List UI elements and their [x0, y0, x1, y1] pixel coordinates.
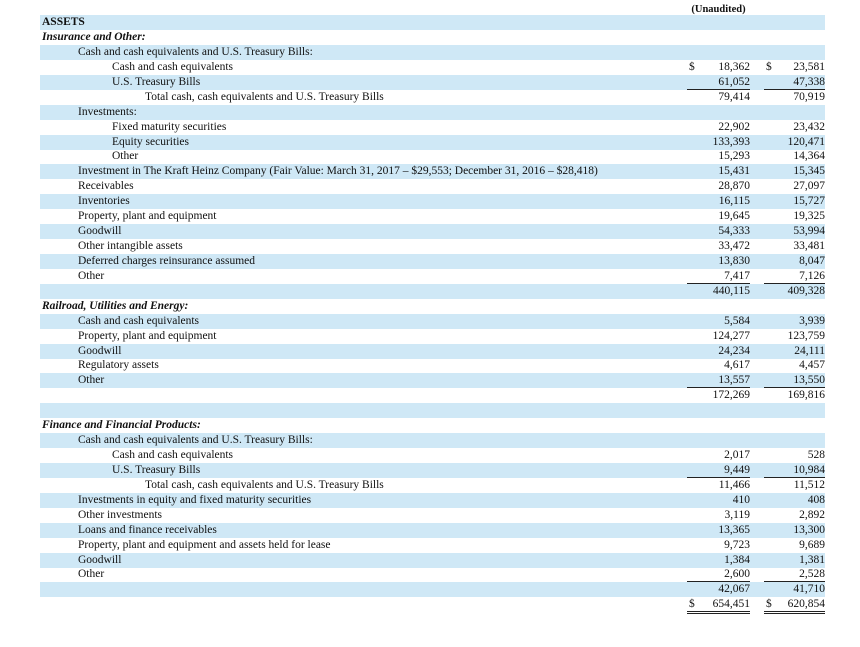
dollar-sign: $	[766, 60, 772, 73]
value-current: 33,472	[718, 240, 750, 253]
row-label: Investment in The Kraft Heinz Company (Fair Value: March 31, 2017 – $29,553; December 31, 2016 – $28,418)	[78, 165, 598, 178]
value-current: 2,017	[724, 449, 750, 462]
value-current: 172,269	[712, 389, 750, 402]
value-current: $ 18,362	[689, 60, 750, 73]
table-row	[40, 224, 825, 239]
value-prior: 23,432	[793, 120, 825, 133]
value-prior: 13,550	[764, 373, 825, 388]
value-prior: 4,457	[799, 359, 825, 372]
row-label: U.S. Treasury Bills	[112, 463, 201, 476]
row-label: Railroad, Utilities and Energy:	[42, 299, 189, 312]
row-label: Other	[78, 374, 105, 387]
value-current: 22,902	[718, 120, 750, 133]
row-label: Goodwill	[78, 553, 122, 566]
value-current: 440,115	[713, 284, 750, 297]
value-current: 1,384	[724, 553, 750, 566]
value-current: 28,870	[718, 180, 750, 193]
table-row	[40, 60, 825, 75]
table-row	[40, 344, 825, 359]
table-row	[40, 582, 825, 597]
value-prior: 13,300	[793, 523, 825, 536]
table-row	[40, 523, 825, 538]
table-row	[40, 149, 825, 164]
value-prior: $ 23,581	[766, 60, 825, 73]
value-prior: 19,325	[793, 210, 825, 223]
assets-title-row	[40, 15, 825, 30]
table-row	[40, 209, 825, 224]
value-current: 13,365	[718, 523, 750, 536]
row-label: Finance and Financial Products:	[42, 419, 201, 432]
dollar-sign: $	[689, 598, 695, 611]
value-current: 133,393	[712, 135, 750, 148]
row-label: Cash and cash equivalents and U.S. Treasury Bills:	[78, 45, 313, 58]
table-row	[40, 30, 825, 45]
value-prior: 2,892	[799, 508, 825, 521]
value-prior: 15,727	[793, 195, 825, 208]
row-label: Other investments	[78, 508, 162, 521]
value-prior: 41,710	[793, 583, 825, 596]
table-row	[40, 553, 825, 568]
table-row	[40, 135, 825, 150]
value-prior: 408	[807, 493, 825, 506]
row-label: U.S. Treasury Bills	[112, 75, 201, 88]
value-prior: 409,328	[787, 284, 825, 297]
table-row	[40, 388, 825, 403]
value-prior: 8,047	[799, 254, 825, 267]
value-current: 9,449	[687, 463, 750, 478]
value-prior: 123,759	[787, 329, 825, 342]
row-label: Property, plant and equipment	[78, 329, 217, 342]
table-row	[40, 194, 825, 209]
row-label: Investments:	[78, 105, 137, 118]
table-row	[40, 329, 825, 344]
value-prior: 10,984	[764, 463, 825, 478]
row-label: Regulatory assets	[78, 359, 159, 372]
value-prior: 47,338	[764, 75, 825, 90]
table-row	[40, 120, 825, 135]
table-row	[40, 314, 825, 329]
table-row	[40, 403, 825, 418]
row-label: Deferred charges reinsurance assumed	[78, 254, 255, 267]
table-row	[40, 463, 825, 478]
value-prior: 70,919	[793, 90, 825, 103]
row-label: Property, plant and equipment	[78, 210, 217, 223]
row-label: Equity securities	[112, 135, 189, 148]
value-prior: 120,471	[787, 135, 825, 148]
value-current: 11,466	[718, 478, 750, 491]
value-prior: 15,345	[793, 165, 825, 178]
table-row	[40, 567, 825, 582]
table-row	[40, 373, 825, 388]
value-prior: 24,111	[794, 344, 825, 357]
value-current: 7,417	[687, 269, 750, 284]
table-row	[40, 254, 825, 269]
unaudited-column-header: (Unaudited)	[687, 4, 750, 19]
table-row	[40, 433, 825, 448]
value-prior: $ 620,854	[764, 597, 825, 614]
row-label: Receivables	[78, 180, 134, 193]
row-label: Insurance and Other:	[42, 31, 146, 43]
row-label: Other intangible assets	[78, 240, 183, 253]
table-row	[40, 508, 825, 523]
row-label: Goodwill	[78, 225, 122, 238]
table-row	[40, 358, 825, 373]
value-prior: 14,364	[793, 150, 825, 163]
table-row	[40, 105, 825, 120]
value-current: 61,052	[687, 75, 750, 90]
value-current: 5,584	[724, 314, 750, 327]
assets-title: ASSETS	[42, 16, 85, 28]
value-prior: 1,381	[799, 553, 825, 566]
value-prior: 33,481	[793, 240, 825, 253]
row-label: Loans and finance receivables	[78, 523, 217, 536]
value-current: 15,293	[718, 150, 750, 163]
value-current: 19,645	[718, 210, 750, 223]
row-label: Cash and cash equivalents	[112, 449, 234, 462]
value-current: 42,067	[718, 583, 750, 596]
table-row	[40, 45, 825, 60]
table-row	[40, 284, 825, 299]
table-row	[40, 538, 825, 553]
value-prior: 27,097	[793, 180, 825, 193]
value-current: 9,723	[724, 538, 750, 551]
value-current: 3,119	[724, 508, 750, 521]
dollar-sign: $	[689, 60, 695, 73]
row-label: Total cash, cash equivalents and U.S. Treasury Bills	[145, 478, 384, 491]
value-prior: 11,512	[793, 478, 825, 491]
value-current: 13,557	[687, 373, 750, 388]
table-row	[40, 299, 825, 314]
value-prior: 528	[807, 449, 825, 462]
table-row	[40, 164, 825, 179]
table-row	[40, 90, 825, 105]
row-label: Total cash, cash equivalents and U.S. Treasury Bills	[145, 90, 384, 103]
row-label: Goodwill	[78, 344, 122, 357]
row-label: Other	[78, 269, 105, 282]
value-prior: 2,528	[764, 567, 825, 582]
value-current: 24,234	[718, 344, 750, 357]
table-row	[40, 597, 825, 612]
value-current: 54,333	[718, 225, 750, 238]
dollar-sign: $	[766, 598, 772, 611]
value-current: 410	[732, 493, 750, 506]
value-prior: 3,939	[799, 314, 825, 327]
value-current: 79,414	[718, 90, 750, 103]
value-current: 16,115	[718, 195, 750, 208]
row-label: Fixed maturity securities	[112, 120, 227, 133]
table-row	[40, 239, 825, 254]
value-current: 2,600	[687, 567, 750, 582]
row-label: Investments in equity and fixed maturity securities	[78, 493, 312, 506]
value-current: 124,277	[712, 329, 750, 342]
row-label: Property, plant and equipment and assets held for lease	[78, 538, 331, 551]
row-label: Cash and cash equivalents and U.S. Treasury Bills:	[78, 434, 313, 447]
value-prior: 9,689	[799, 538, 825, 551]
value-prior: 7,126	[764, 269, 825, 284]
row-label: Inventories	[78, 195, 130, 208]
value-current: $ 654,451	[687, 597, 750, 614]
table-row	[40, 418, 825, 433]
table-row	[40, 493, 825, 508]
value-current: 13,830	[718, 254, 750, 267]
table-row	[40, 448, 825, 463]
table-row	[40, 478, 825, 493]
row-label: Other	[78, 568, 105, 581]
table-row	[40, 75, 825, 90]
value-prior: 169,816	[787, 389, 825, 402]
table-row	[40, 269, 825, 284]
row-label: Other	[112, 150, 139, 163]
table-row	[40, 179, 825, 194]
value-current: 15,431	[718, 165, 750, 178]
row-label: Cash and cash equivalents	[112, 60, 234, 73]
value-current: 4,617	[724, 359, 750, 372]
row-label: Cash and cash equivalents	[78, 314, 200, 327]
value-prior: 53,994	[793, 225, 825, 238]
